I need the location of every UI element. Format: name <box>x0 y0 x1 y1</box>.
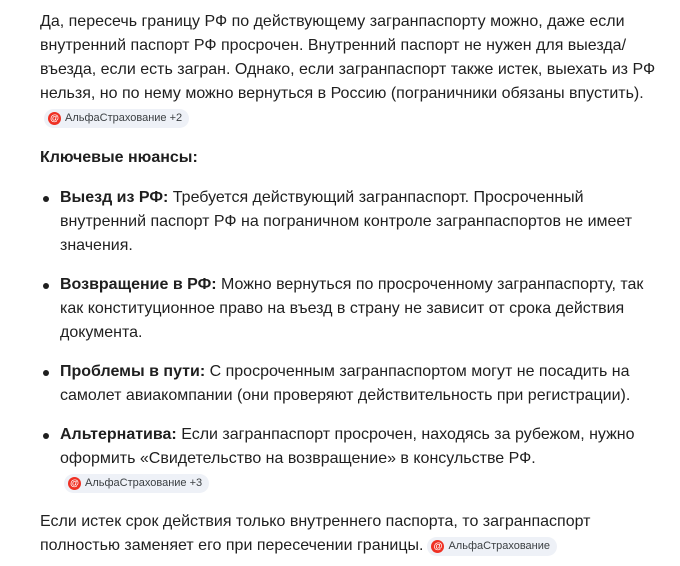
list-item-text: Требуется действующий загранпаспорт. Просроченный внутренний паспорт РФ на пограничном контроле загранпаспортов не имеет значения. <box>60 189 633 254</box>
source-chip-label: АльфаСтрахование +2 <box>65 112 183 124</box>
list-item-text: Можно вернуться по просроченному загранпаспорту, так как конституционное право на въезд в страну не зависит от срока действия документа. <box>60 276 644 341</box>
list-item-title: Выезд из РФ: <box>60 189 169 206</box>
source-chip[interactable] <box>427 537 557 556</box>
list-item-text: С просроченным загранпаспортом могут не посадить на самолет авиакомпании (они проверяют действительность при регистрации). <box>60 363 631 404</box>
answer-content <box>40 10 670 558</box>
nuances-list <box>40 186 670 495</box>
source-chip-label: АльфаСтрахование <box>448 540 551 552</box>
list-item-title: Возвращение в РФ: <box>60 276 217 293</box>
list-item <box>40 273 670 345</box>
source-chip[interactable] <box>64 474 209 493</box>
alfastrakhovanie-logo-icon: @ <box>68 477 81 490</box>
list-item-text: Если загранпаспорт просрочен, находясь за рубежом, нужно оформить «Свидетельство на возвращение» в консульстве РФ. <box>60 426 635 467</box>
outro-text: Если истек срок действия только внутреннего паспорта, то загранпаспорт полностью заменяет его при пересечении границы. <box>40 513 591 554</box>
intro-text: Да, пересечь границу РФ по действующему загранпаспорту можно, даже если внутренний паспорт РФ просрочен. Внутренний паспорт не нужен для выезда/въезда, если есть загран. Однако, если загранпаспорт также истек, выехать из РФ нельзя, но по нему можно вернуться в Россию (пограничники обязаны впустить). <box>40 13 656 102</box>
intro-paragraph <box>40 10 670 130</box>
list-item <box>40 423 670 495</box>
source-chip[interactable] <box>44 109 189 128</box>
bullet-icon <box>43 370 49 376</box>
list-item-title: Проблемы в пути: <box>60 363 206 380</box>
alfastrakhovanie-logo-icon: @ <box>48 112 61 125</box>
list-item <box>40 186 670 258</box>
section-heading: Ключевые нюансы: <box>40 149 198 166</box>
bullet-icon <box>43 283 49 289</box>
alfastrakhovanie-logo-icon: @ <box>431 540 444 553</box>
bullet-icon <box>43 433 49 439</box>
list-item <box>40 360 670 408</box>
list-item-title: Альтернатива: <box>60 426 177 443</box>
source-chip-label: АльфаСтрахование +3 <box>85 477 203 489</box>
outro-paragraph <box>40 510 670 558</box>
bullet-icon <box>43 196 49 202</box>
